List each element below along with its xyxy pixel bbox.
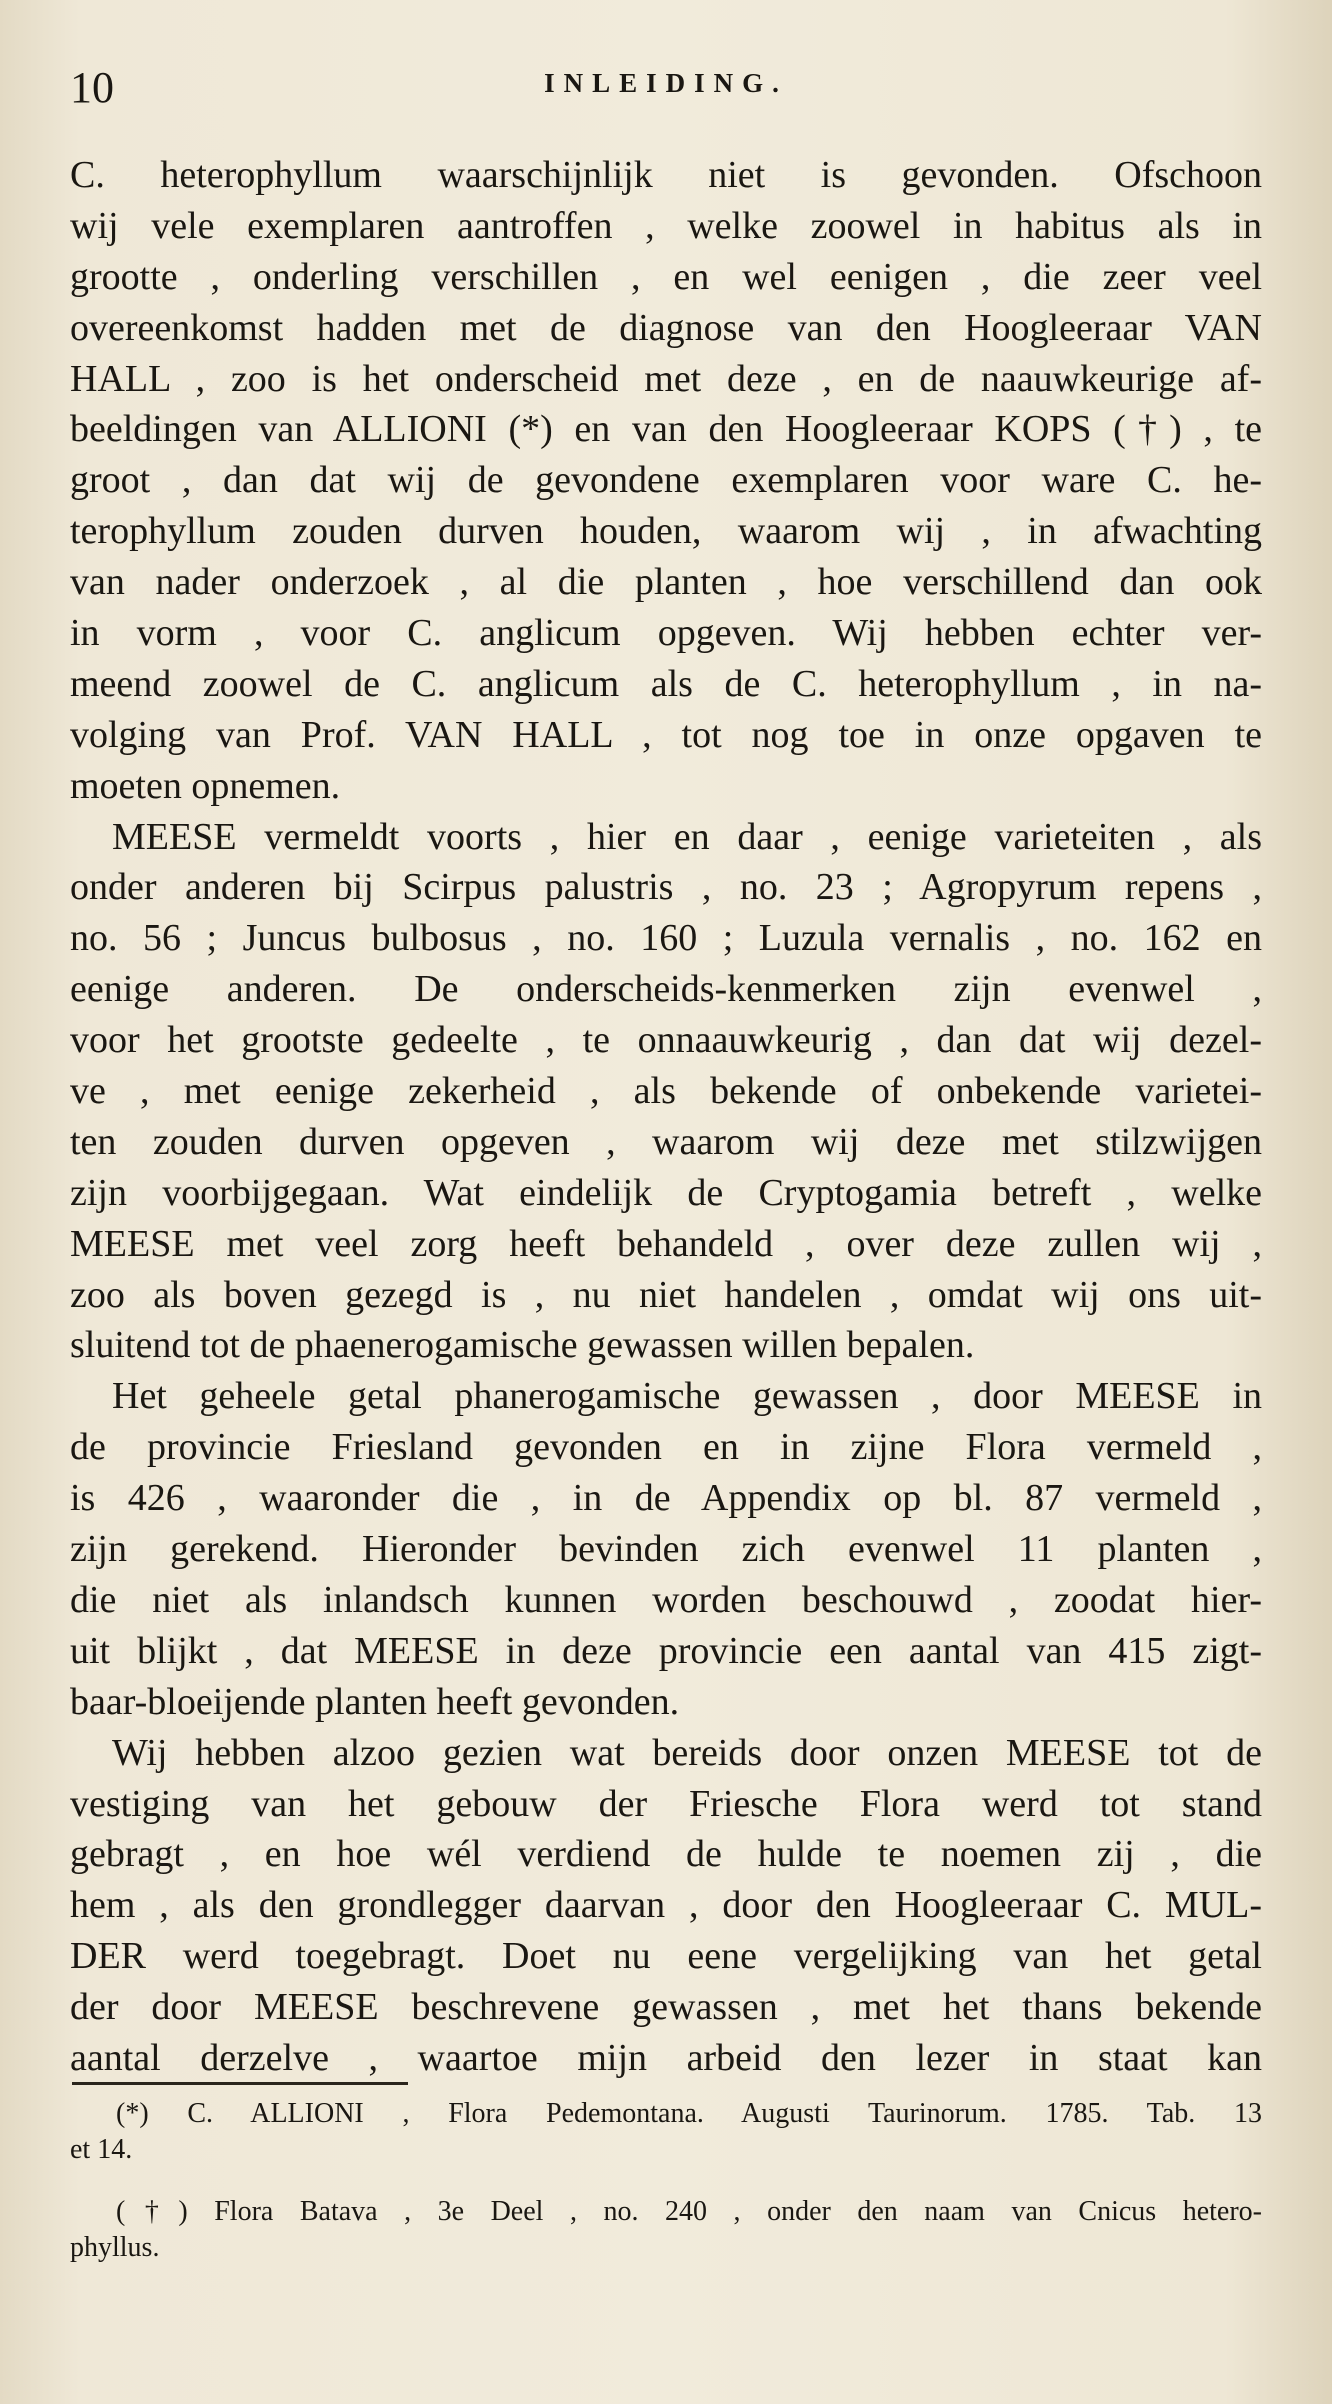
- text-line: Het geheele getal phanerogamische gewassen , door MEESE in: [112, 1375, 1262, 1418]
- text-line: de provincie Friesland gevonden en in zijne Flora vermeld ,: [70, 1426, 1262, 1469]
- page-header: [70, 62, 1262, 122]
- text-line: no. 56 ; Juncus bulbosus , no. 160 ; Luzula vernalis , no. 162 en: [70, 917, 1262, 960]
- text-line: uit blijkt , dat MEESE in deze provincie een aantal van 415 zigt-: [70, 1629, 1262, 1672]
- text-line: grootte , onderling verschillen , en wel eenigen , die zeer veel: [70, 255, 1262, 298]
- text-line: overeenkomst hadden met de diagnose van den Hoogleeraar VAN: [70, 306, 1262, 349]
- footnote-rule: [72, 2082, 408, 2085]
- text-line: vestiging van het gebouw der Friesche Flora werd tot stand: [70, 1782, 1262, 1825]
- text-line: C. heterophyllum waarschijnlijk niet is gevonden. Ofschoon: [70, 154, 1262, 196]
- text-line: in vorm , voor C. anglicum opgeven. Wij hebben echter ver-: [70, 612, 1262, 655]
- text-line: onder anderen bij Scirpus palustris , no. 23 ; Agropyrum repens ,: [70, 866, 1262, 909]
- text-line: MEESE vermeldt voorts , hier en daar , eenige varieteiten , als: [112, 815, 1262, 858]
- text-line: zijn gerekend. Hieronder bevinden zich evenwel 11 planten ,: [70, 1528, 1262, 1571]
- page-number: 10: [70, 63, 114, 112]
- footnote-gap: [70, 2168, 1262, 2194]
- text-line: gebragt , en hoe wél verdiend de hulde te noemen zij , die: [70, 1833, 1262, 1876]
- footnote-line: (*) C. ALLIONI , Flora Pedemontana. Augusti Taurinorum. 1785. Tab. 13: [116, 2098, 1262, 2129]
- running-head: INLEIDING.: [544, 68, 788, 98]
- text-line: zoo als boven gezegd is , nu niet handelen , omdat wij ons uit-: [70, 1273, 1262, 1316]
- text-line: aantal derzelve , waartoe mijn arbeid den lezer in staat kan: [70, 2036, 1262, 2079]
- text-line: baar-bloeijende planten heeft gevonden.: [70, 1680, 680, 1723]
- body-text: [70, 150, 1262, 2084]
- text-line: der door MEESE beschrevene gewassen , met het thans bekende: [70, 1986, 1262, 2029]
- text-line: zijn voorbijgegaan. Wat eindelijk de Cryptogamia betreft , welke: [70, 1171, 1262, 1214]
- text-line: van nader onderzoek , al die planten , hoe verschillend dan ook: [70, 561, 1262, 604]
- text-line: sluitend tot de phaenerogamische gewassen willen bepalen.: [70, 1324, 975, 1367]
- footnote-line: phyllus.: [70, 2232, 160, 2263]
- text-line: DER werd toegebragt. Doet nu eene vergelijking van het getal: [70, 1935, 1262, 1978]
- text-line: meend zoowel de C. anglicum als de C. heterophyllum , in na-: [70, 662, 1262, 705]
- text-line: hem , als den grondlegger daarvan , door den Hoogleeraar C. MUL-: [70, 1884, 1262, 1927]
- text-line: moeten opnemen.: [70, 764, 341, 807]
- text-line: eenige anderen. De onderscheids-kenmerken zijn evenwel ,: [70, 968, 1262, 1011]
- text-line: ten zouden durven opgeven , waarom wij deze met stilzwijgen: [70, 1120, 1262, 1163]
- text-line: is 426 , waaronder die , in de Appendix op bl. 87 vermeld ,: [70, 1477, 1262, 1520]
- text-line: MEESE met veel zorg heeft behandeld , over deze zullen wij ,: [70, 1222, 1262, 1265]
- text-line: volging van Prof. VAN HALL , tot nog toe in onze opgaven te: [70, 713, 1262, 756]
- text-line: wij vele exemplaren aantroffen , welke zoowel in habitus als in: [70, 204, 1262, 247]
- text-line: Wij hebben alzoo gezien wat bereids door onzen MEESE tot de: [112, 1731, 1262, 1774]
- text-line: HALL , zoo is het onderscheid met deze , en de naauwkeurige af-: [70, 357, 1262, 400]
- text-line: ve , met eenige zekerheid , als bekende of onbekende varietei-: [70, 1070, 1262, 1113]
- text-line: die niet als inlandsch kunnen worden beschouwd , zoodat hier-: [70, 1578, 1262, 1621]
- text-line: voor het grootste gedeelte , te onnaauwkeurig , dan dat wij dezel-: [70, 1019, 1262, 1062]
- footnotes: [70, 2096, 1262, 2266]
- text-line: groot , dan dat wij de gevondene exemplaren voor ware C. he-: [70, 459, 1262, 502]
- text-line: beeldingen van ALLIONI (*) en van den Hoogleeraar KOPS (†) , te: [70, 408, 1262, 451]
- footnote-line: et 14.: [70, 2134, 133, 2165]
- footnote-line: (†) Flora Batava , 3e Deel , no. 240 , onder den naam van Cnicus hetero-: [116, 2196, 1262, 2227]
- text-line: terophyllum zouden durven houden, waarom wij , in afwachting: [70, 510, 1262, 553]
